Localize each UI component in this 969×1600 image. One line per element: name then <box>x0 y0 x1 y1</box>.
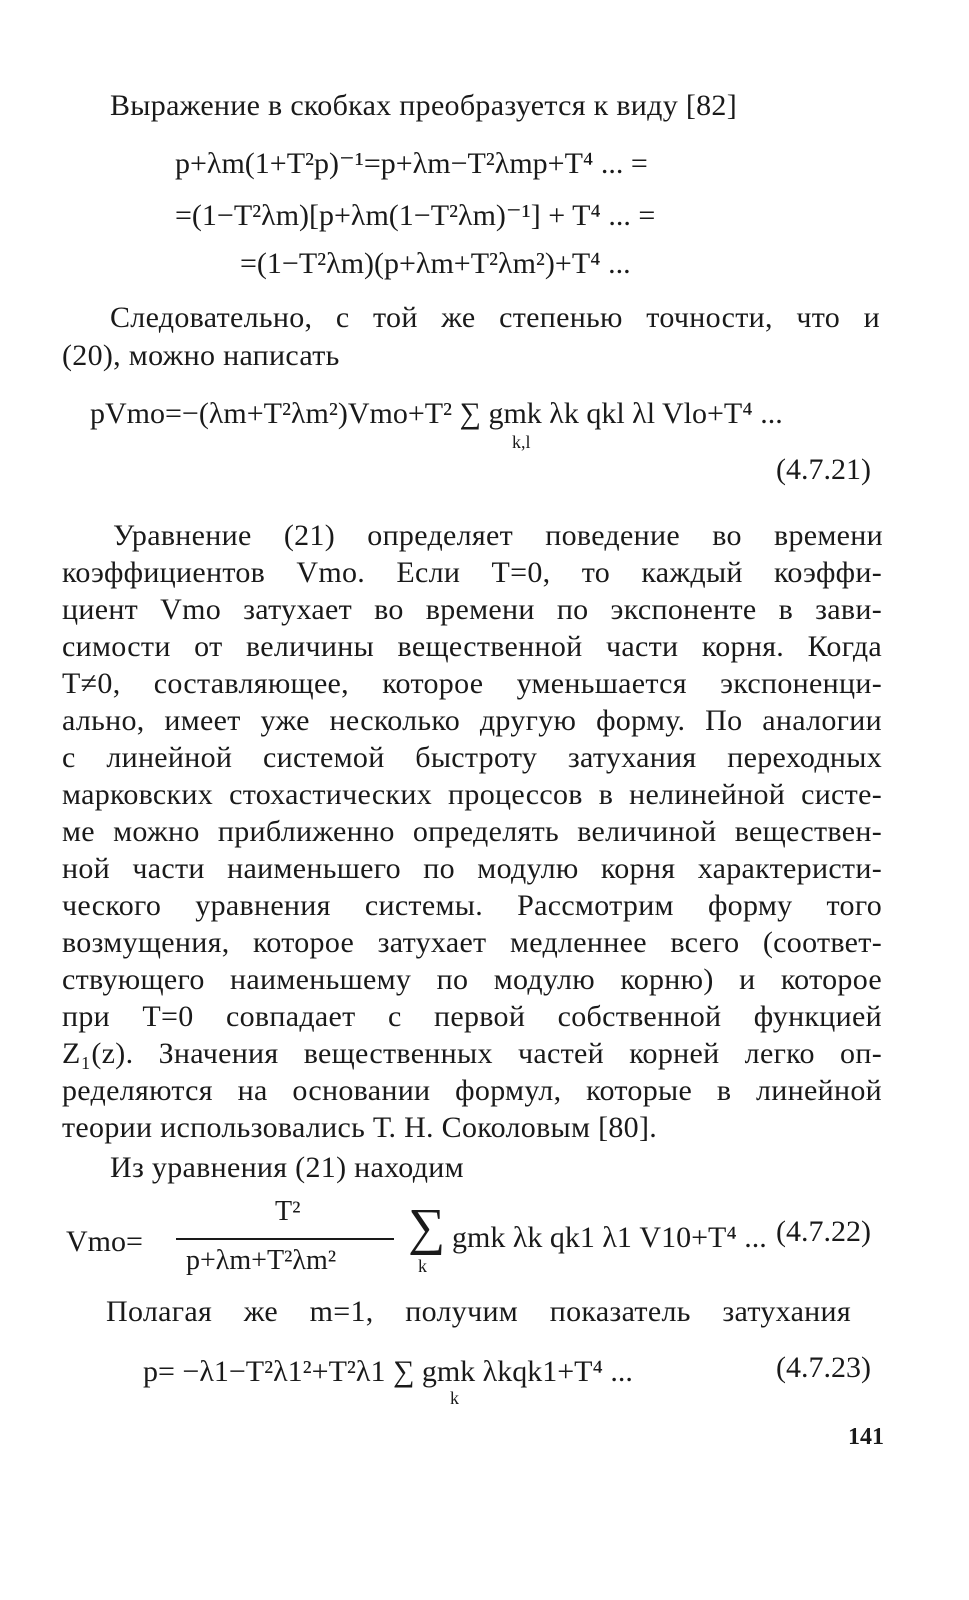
text-line: марковских стохастических процессов в нелинейной систе- <box>62 778 882 811</box>
text-line: ствующего наименьшему по модулю корню) и которое <box>62 963 882 996</box>
equation-line: =(1−T²λm)(p+λm+T²λm²)+T⁴ ... <box>240 247 631 280</box>
sum-index: k <box>450 1388 459 1408</box>
fraction-numerator: T² <box>275 1196 301 1227</box>
text-line: Полагая же m=1, получим показатель затухания <box>106 1295 851 1328</box>
text-line: возмущения, которое затухает медленнее всего (соответ- <box>62 926 882 959</box>
text-line: ме можно приближенно определять величиной веществен- <box>62 815 882 848</box>
equation-lhs: Vmo= <box>66 1225 143 1258</box>
text-line: Выражение в скобках преобразуется к виду [82] <box>110 89 738 122</box>
text-line: ческого уравнения системы. Рассмотрим форму того <box>62 889 882 922</box>
equation-4-7-23: p= −λ1−T²λ1²+T²λ1 ∑ gmk λkqk1+T⁴ ... <box>143 1355 633 1388</box>
equation-4-7-21: pVmo=−(λm+T²λm²)Vmo+T² ∑ gmk λk qkl λl Vlo+T⁴ ... <box>90 397 783 430</box>
sum-symbol: ∑ <box>408 1199 446 1256</box>
text-line: Z₁(z). Значения вещественных частей корней легко оп- <box>62 1037 882 1070</box>
equation-line: =(1−T²λm)[p+λm(1−T²λm)⁻¹] + T⁴ ... = <box>175 199 656 232</box>
equation-number: (4.7.22) <box>776 1215 871 1248</box>
text-line: коэффициентов Vmo. Если T=0, то каждый коэффи- <box>62 556 882 589</box>
fraction-denominator: p+λm+T²λm² <box>186 1245 337 1276</box>
text-line: Уравнение (21) определяет поведение во времени <box>113 519 883 552</box>
sum-index: k,l <box>512 432 531 452</box>
equation-number: (4.7.23) <box>776 1351 871 1384</box>
text-line: Следовательно, с той же степенью точности, что и <box>110 301 880 334</box>
text-line: циент Vmo затухает во времени по экспоненте в зави- <box>62 593 882 626</box>
text-line: T≠0, составляющее, которое уменьшается экспоненци- <box>62 667 882 700</box>
text-line: при T=0 совпадает с первой собственной функцией <box>62 1000 882 1033</box>
equation-rhs: gmk λk qk1 λ1 V10+T⁴ ... <box>452 1221 767 1254</box>
text-line: симости от величины вещественной части корня. Когда <box>62 630 882 663</box>
sum-index: k <box>418 1256 427 1276</box>
text-line: ной части наименьшего по модулю корня характеристи- <box>62 852 882 885</box>
text-line: теории использовались Т. Н. Соколовым [80]. <box>62 1111 658 1144</box>
text-line: ределяются на основании формул, которые в линейной <box>62 1074 882 1107</box>
text-line: ально, имеет уже несколько другую форму. По аналогии <box>62 704 882 737</box>
page-number: 141 <box>848 1424 884 1450</box>
equation-number: (4.7.21) <box>776 453 871 486</box>
text-line: с линейной системой быстроту затухания переходных <box>62 741 882 774</box>
text-line: (20), можно написать <box>62 339 340 372</box>
equation-line: p+λm(1+T²p)⁻¹=p+λm−T²λmp+T⁴ ... = <box>175 147 648 180</box>
text-line: Из уравнения (21) находим <box>110 1151 464 1184</box>
fraction-bar <box>176 1238 394 1240</box>
